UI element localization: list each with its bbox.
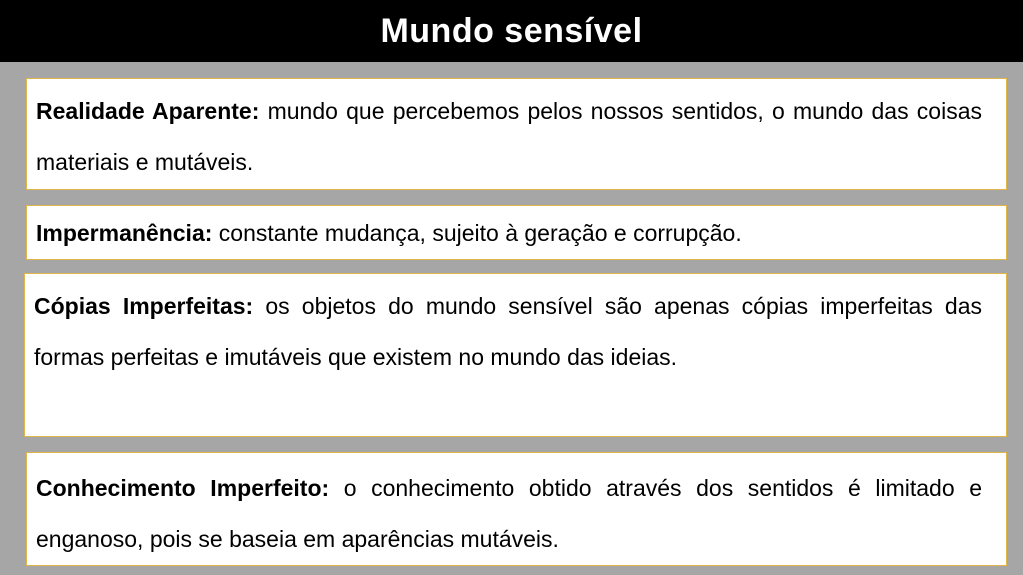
text-box-realidade-aparente <box>26 78 1007 190</box>
text-box-impermanencia <box>26 205 1007 260</box>
text-box-copias-imperfeitas <box>24 273 1007 437</box>
text-box-conhecimento-imperfeito <box>26 452 1007 566</box>
page-title: Mundo sensível <box>380 11 643 50</box>
definition-text: constante mudança, sujeito à geração e corrupção. <box>218 220 742 246</box>
term-label: Realidade Aparente: <box>36 98 260 124</box>
definition-text: os objetos do mundo sensível são apenas cópias imperfeitas das formas perfeitas e imutáveis que existem no mundo das ideias. <box>34 293 983 370</box>
term-label: Conhecimento Imperfeito: <box>36 475 330 501</box>
term-label: Impermanência: <box>36 220 213 246</box>
definition-text: o conhecimento obtido através dos sentidos é limitado e enganoso, pois se baseia em aparências mutáveis. <box>36 475 982 552</box>
term-label: Cópias Imperfeitas: <box>34 293 254 319</box>
definition-text: mundo que percebemos pelos nossos sentidos, o mundo das coisas materiais e mutáveis. <box>36 98 983 175</box>
title-bar <box>0 0 1023 62</box>
